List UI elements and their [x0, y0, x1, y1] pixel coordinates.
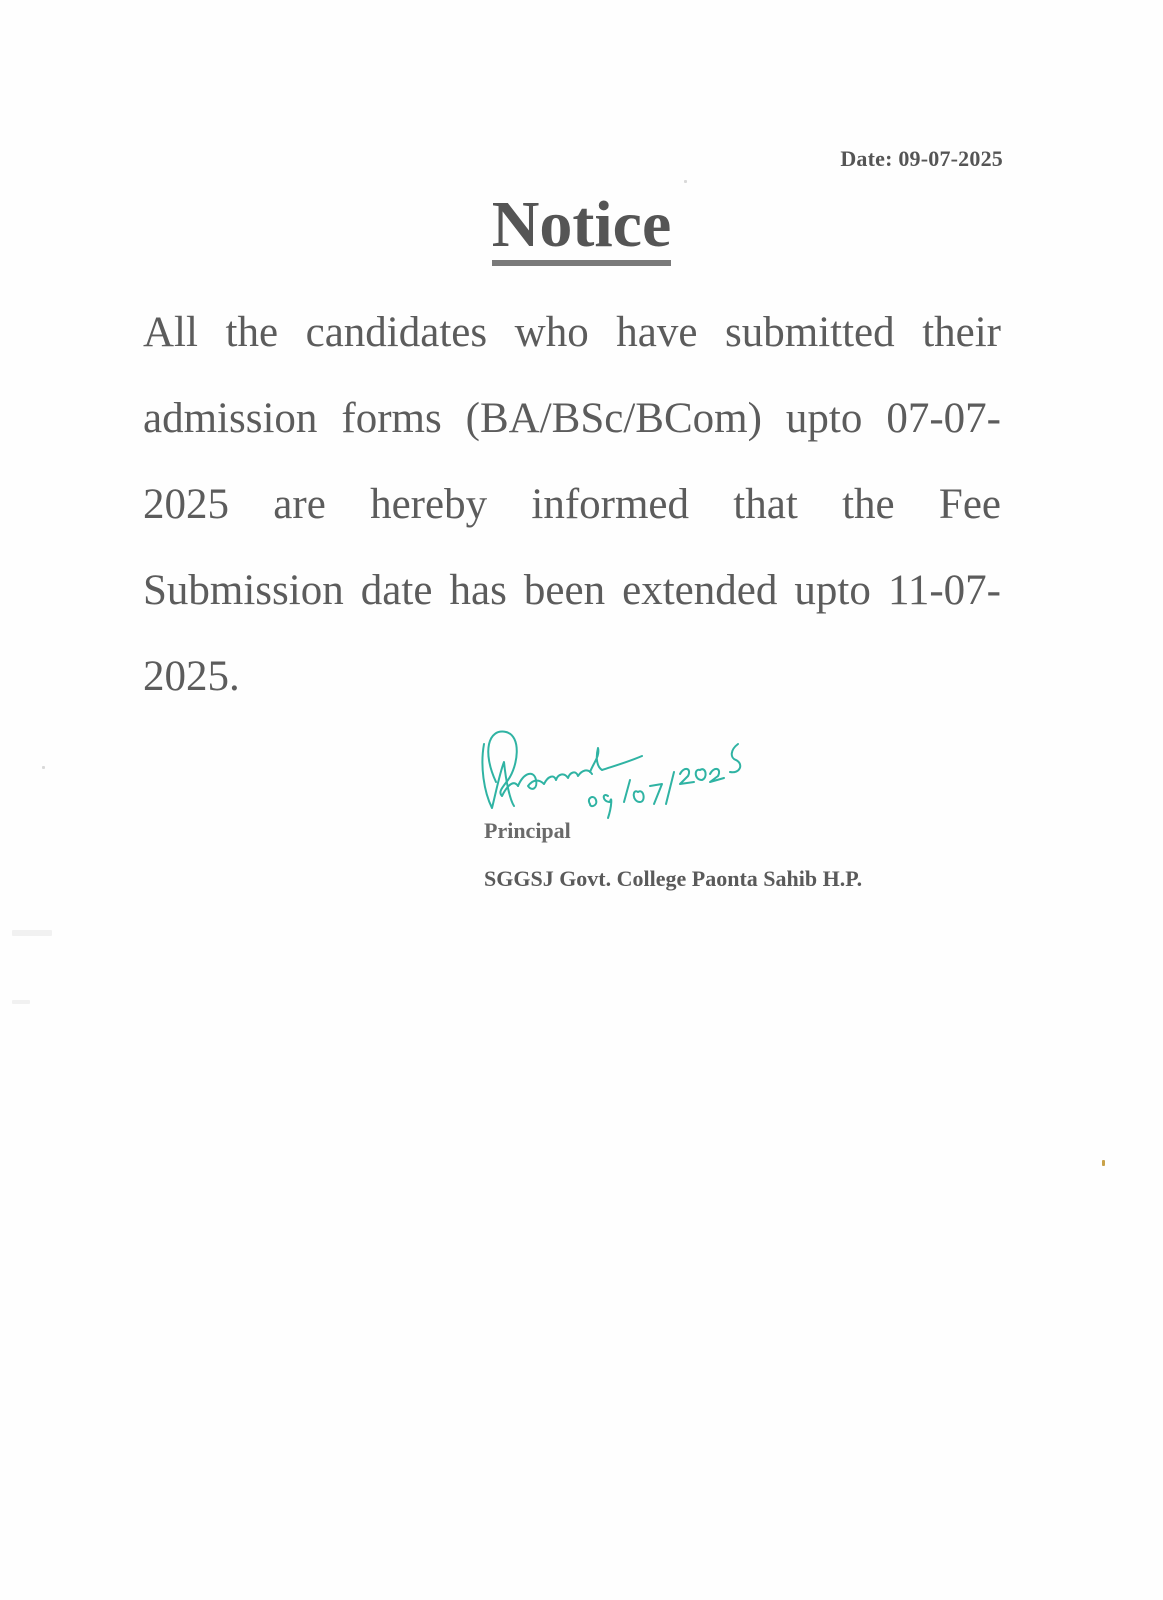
notice-title-text: Notice [492, 192, 672, 266]
college-name: SGGSJ Govt. College Paonta Sahib H.P. [484, 866, 863, 891]
scan-speck [42, 766, 45, 769]
scan-speck [12, 1000, 30, 1004]
scan-speck [1102, 1160, 1105, 1166]
notice-title [0, 188, 1163, 266]
scan-speck [12, 930, 52, 936]
notice-date: Date: 09-07-2025 [840, 146, 1003, 171]
notice-body: All the candidates who have submitted their admission forms (BA/BSc/BCom) upto 07-07-2025 are hereby informed that the Fee Submission date has been extended upto 11-07-2025. [143, 309, 1001, 700]
principal-signature [478, 722, 748, 832]
principal-label: Principal [484, 818, 571, 843]
scan-speck [684, 180, 687, 183]
